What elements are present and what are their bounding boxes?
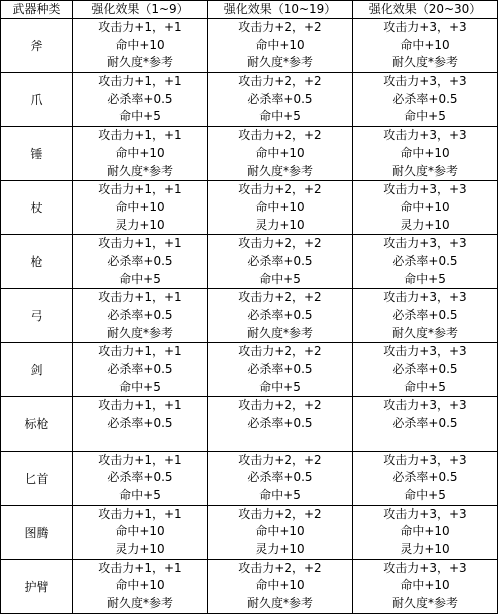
effect-line: 灵力+10 xyxy=(400,541,450,556)
effect-line: 命中+5 xyxy=(404,271,446,286)
effect-cell-tier-10-19 xyxy=(208,235,353,289)
effect-line: 命中+10 xyxy=(115,578,165,593)
effect-line: 攻击力+1，+1 xyxy=(98,452,182,467)
effect-cell-tier-10-19 xyxy=(208,127,353,181)
effect-line: 必杀率+0.5 xyxy=(247,91,313,106)
effect-line: 攻击力+1，+1 xyxy=(98,236,182,251)
weapon-name-cell: 图腾 xyxy=(1,505,73,559)
effect-cell-tier-1-9 xyxy=(73,343,208,397)
effect-line: 命中+10 xyxy=(115,145,165,160)
effect-line: 耐久度*参考 xyxy=(391,596,458,610)
effect-cell-tier-10-19 xyxy=(208,559,353,613)
header-tier-1-9: 强化效果（1~9） xyxy=(73,1,208,19)
effect-line: 攻击力+2，+2 xyxy=(238,344,322,359)
effect-line: 必杀率+0.5 xyxy=(392,362,458,377)
effect-cell-tier-1-9 xyxy=(73,289,208,343)
header-tier-20-30: 强化效果（20~30） xyxy=(353,1,498,19)
effect-cell-tier-20-30 xyxy=(353,73,498,127)
effect-line: 攻击力+3，+3 xyxy=(383,290,467,305)
effect-cell-tier-1-9 xyxy=(73,235,208,289)
effect-line: 攻击力+1，+1 xyxy=(98,74,182,89)
effect-line: 命中+5 xyxy=(119,379,161,394)
effect-line: 耐久度*参考 xyxy=(246,163,313,178)
effect-line: 必杀率+0.5 xyxy=(107,91,173,106)
effect-line: 命中+5 xyxy=(259,379,301,394)
effect-line: 必杀率+0.5 xyxy=(392,253,458,268)
weapon-name-cell: 爪 xyxy=(1,73,73,127)
effect-line: 命中+10 xyxy=(255,145,305,160)
effect-line: 命中+5 xyxy=(259,487,301,502)
table-row xyxy=(1,73,498,127)
weapon-name-cell: 杖 xyxy=(1,181,73,235)
effect-line: 灵力+10 xyxy=(255,217,305,232)
effect-line: 必杀率+0.5 xyxy=(392,91,458,106)
effect-line: 耐久度*参考 xyxy=(246,55,313,70)
effect-line: 攻击力+3，+3 xyxy=(383,452,467,467)
effect-line: 攻击力+2，+2 xyxy=(238,452,322,467)
effect-line: 耐久度*参考 xyxy=(391,325,458,340)
effect-line: 攻击力+1，+1 xyxy=(98,560,182,575)
weapon-name-cell: 枪 xyxy=(1,235,73,289)
effect-line: 命中+10 xyxy=(115,37,165,52)
effect-cell-tier-10-19 xyxy=(208,397,353,451)
effect-line: 命中+10 xyxy=(255,199,305,214)
effect-line: 耐久度*参考 xyxy=(106,163,173,178)
effect-line: 必杀率+0.5 xyxy=(247,470,313,485)
effect-line: 攻击力+2，+2 xyxy=(238,20,322,34)
effect-line: 命中+10 xyxy=(400,145,450,160)
table-row xyxy=(1,397,498,451)
effect-line: 攻击力+2，+2 xyxy=(238,398,322,413)
effect-line: 必杀率+0.5 xyxy=(107,416,173,431)
effect-line: 必杀率+0.5 xyxy=(107,362,173,377)
table-row xyxy=(1,451,498,505)
effect-cell-tier-20-30 xyxy=(353,397,498,451)
effect-line: 灵力+10 xyxy=(115,541,165,556)
effect-line: 命中+5 xyxy=(119,109,161,124)
effect-line: 攻击力+1，+1 xyxy=(98,128,182,143)
effect-cell-tier-20-30 xyxy=(353,505,498,559)
effect-line: 命中+10 xyxy=(400,524,450,539)
effect-line: 命中+10 xyxy=(115,524,165,539)
effect-line: 必杀率+0.5 xyxy=(392,308,458,322)
effect-cell-tier-20-30 xyxy=(353,127,498,181)
effect-line: 命中+5 xyxy=(259,271,301,286)
table-row xyxy=(1,343,498,397)
effect-line: 攻击力+3，+3 xyxy=(383,128,467,143)
effect-line xyxy=(73,433,207,451)
effect-line: 命中+10 xyxy=(255,578,305,593)
table-row xyxy=(1,181,498,235)
effect-line: 命中+10 xyxy=(255,524,305,539)
effect-cell-tier-10-19 xyxy=(208,505,353,559)
effect-line: 必杀率+0.5 xyxy=(107,253,173,268)
header-tier-10-19: 强化效果（10~19） xyxy=(208,1,353,19)
effect-line: 攻击力+3，+3 xyxy=(383,398,467,413)
table-row xyxy=(1,505,498,559)
effect-line: 必杀率+0.5 xyxy=(392,416,458,431)
effect-line: 攻击力+3，+3 xyxy=(383,74,467,89)
effect-cell-tier-10-19 xyxy=(208,73,353,127)
effect-cell-tier-10-19 xyxy=(208,343,353,397)
effect-line: 耐久度*参考 xyxy=(391,163,458,178)
effect-line: 必杀率+0.5 xyxy=(247,253,313,268)
table-row xyxy=(1,127,498,181)
header-row xyxy=(1,1,498,19)
effect-cell-tier-20-30 xyxy=(353,181,498,235)
table-row xyxy=(1,289,498,343)
effect-line: 攻击力+3，+3 xyxy=(383,236,467,251)
effect-line: 命中+5 xyxy=(119,271,161,286)
effect-line: 命中+5 xyxy=(259,109,301,124)
effect-line: 灵力+10 xyxy=(400,217,450,232)
effect-cell-tier-20-30 xyxy=(353,559,498,613)
effect-cell-tier-10-19 xyxy=(208,181,353,235)
effect-cell-tier-20-30 xyxy=(353,343,498,397)
effect-line: 攻击力+3，+3 xyxy=(383,560,467,575)
effect-line: 命中+5 xyxy=(404,109,446,124)
effect-line: 攻击力+2，+2 xyxy=(238,236,322,251)
effect-line xyxy=(353,433,497,451)
effect-line: 攻击力+3，+3 xyxy=(383,182,467,197)
effect-line: 攻击力+3，+3 xyxy=(383,20,467,34)
effect-cell-tier-1-9 xyxy=(73,559,208,613)
effect-line xyxy=(208,433,352,451)
effect-line: 耐久度*参考 xyxy=(246,596,313,610)
effect-cell-tier-20-30 xyxy=(353,19,498,73)
effect-line: 命中+5 xyxy=(119,487,161,502)
table-body xyxy=(1,19,498,614)
header-weapon-type: 武器种类 xyxy=(1,1,73,19)
table-row xyxy=(1,19,498,73)
effect-line: 命中+10 xyxy=(400,578,450,593)
effect-line: 命中+10 xyxy=(400,37,450,52)
effect-line: 命中+5 xyxy=(404,379,446,394)
effect-line: 灵力+10 xyxy=(115,217,165,232)
weapon-name-cell: 弓 xyxy=(1,289,73,343)
effect-line: 耐久度*参考 xyxy=(106,596,173,610)
effect-line: 攻击力+1，+1 xyxy=(98,344,182,359)
weapon-name-cell: 锤 xyxy=(1,127,73,181)
effect-cell-tier-10-19 xyxy=(208,451,353,505)
weapon-name-cell: 护臂 xyxy=(1,559,73,613)
effect-line: 耐久度*参考 xyxy=(391,55,458,70)
effect-line: 攻击力+1，+1 xyxy=(98,506,182,521)
effect-line: 必杀率+0.5 xyxy=(247,362,313,377)
effect-line: 攻击力+2，+2 xyxy=(238,506,322,521)
weapon-name-cell: 标枪 xyxy=(1,397,73,451)
effect-cell-tier-20-30 xyxy=(353,235,498,289)
effect-cell-tier-20-30 xyxy=(353,451,498,505)
effect-cell-tier-1-9 xyxy=(73,19,208,73)
table-row xyxy=(1,235,498,289)
table-row xyxy=(1,559,498,613)
effect-line: 攻击力+1，+1 xyxy=(98,398,182,413)
effect-cell-tier-10-19 xyxy=(208,19,353,73)
effect-line: 耐久度*参考 xyxy=(106,55,173,70)
effect-line: 耐久度*参考 xyxy=(106,325,173,340)
weapon-name-cell: 斧 xyxy=(1,19,73,73)
effect-line: 攻击力+3，+3 xyxy=(383,506,467,521)
effect-line: 耐久度*参考 xyxy=(246,325,313,340)
effect-line: 必杀率+0.5 xyxy=(247,308,313,322)
effect-line: 攻击力+2，+2 xyxy=(238,182,322,197)
weapon-name-cell: 剑 xyxy=(1,343,73,397)
effect-cell-tier-20-30 xyxy=(353,289,498,343)
effect-line: 攻击力+2，+2 xyxy=(238,560,322,575)
effect-line: 必杀率+0.5 xyxy=(107,470,173,485)
effect-line: 必杀率+0.5 xyxy=(392,470,458,485)
effect-line: 必杀率+0.5 xyxy=(107,308,173,322)
effect-cell-tier-1-9 xyxy=(73,451,208,505)
effect-line: 攻击力+1，+1 xyxy=(98,290,182,305)
effect-line: 灵力+10 xyxy=(255,541,305,556)
effect-line: 攻击力+2，+2 xyxy=(238,290,322,305)
effect-cell-tier-1-9 xyxy=(73,181,208,235)
effect-line: 命中+10 xyxy=(115,199,165,214)
effect-cell-tier-10-19 xyxy=(208,289,353,343)
effect-cell-tier-1-9 xyxy=(73,505,208,559)
effect-line: 命中+10 xyxy=(400,199,450,214)
effect-cell-tier-1-9 xyxy=(73,397,208,451)
weapon-name-cell: 匕首 xyxy=(1,451,73,505)
effect-line: 必杀率+0.5 xyxy=(247,416,313,431)
effect-line: 攻击力+2，+2 xyxy=(238,128,322,143)
effect-cell-tier-1-9 xyxy=(73,127,208,181)
effect-line: 攻击力+1，+1 xyxy=(98,182,182,197)
effect-line: 攻击力+3，+3 xyxy=(383,344,467,359)
effect-line: 命中+5 xyxy=(404,487,446,502)
effect-line: 攻击力+2，+2 xyxy=(238,74,322,89)
effect-line: 攻击力+1，+1 xyxy=(98,20,182,34)
effect-cell-tier-1-9 xyxy=(73,73,208,127)
effect-line: 命中+10 xyxy=(255,37,305,52)
